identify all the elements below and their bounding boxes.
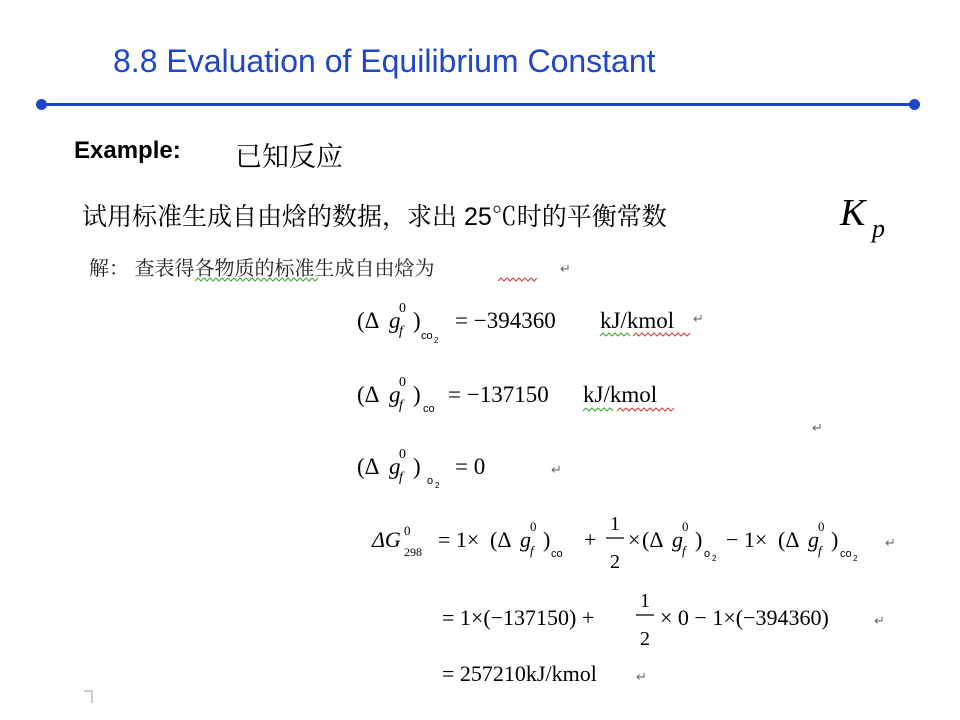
equation-co2 — [355, 295, 715, 350]
svg-text:(Δ: (Δ — [490, 527, 512, 552]
svg-text:g: g — [520, 527, 531, 552]
svg-text:o: o — [704, 548, 711, 560]
example-label: Example: — [74, 137, 181, 164]
equation-co — [355, 372, 695, 422]
svg-text:f: f — [399, 324, 403, 339]
svg-text:): ) — [413, 454, 421, 479]
equation-o2 — [355, 448, 575, 493]
svg-text:co: co — [421, 330, 433, 342]
svg-text:× 0 − 1×(−394360): × 0 − 1×(−394360) — [660, 605, 829, 630]
svg-text:= −394360: = −394360 — [455, 308, 556, 333]
svg-text:g: g — [808, 527, 819, 552]
svg-text:1: 1 — [640, 590, 650, 612]
svg-text:(Δ: (Δ — [778, 527, 800, 552]
task-text: 试用标准生成自由焓的数据，求出 25℃时的平衡常数 — [82, 203, 667, 231]
divider-right-dot — [909, 99, 920, 110]
spell-underline-green — [195, 277, 320, 282]
svg-text:↵: ↵ — [885, 535, 896, 550]
corner-mark — [84, 690, 94, 704]
svg-text:f: f — [399, 470, 403, 485]
svg-text:(Δ: (Δ — [642, 527, 664, 552]
svg-text:2: 2 — [712, 554, 717, 563]
svg-text:298: 298 — [404, 545, 422, 559]
svg-text:co: co — [551, 548, 563, 560]
svg-text:): ) — [413, 308, 421, 333]
svg-text:g: g — [389, 308, 401, 333]
svg-text:+: + — [584, 527, 597, 552]
svg-text:kJ/kmol: kJ/kmol — [583, 382, 658, 407]
equation-numeric — [440, 585, 890, 655]
svg-text:g: g — [672, 527, 683, 552]
svg-text:o: o — [427, 475, 434, 487]
svg-text:g: g — [389, 454, 401, 479]
svg-text:ΔG: ΔG — [372, 527, 401, 552]
svg-text:f: f — [818, 543, 822, 558]
svg-text:1: 1 — [610, 513, 620, 535]
svg-text:0: 0 — [399, 301, 406, 316]
svg-text:): ) — [543, 527, 551, 552]
svg-text:− 1×: − 1× — [726, 527, 768, 552]
svg-text:f: f — [530, 543, 534, 558]
svg-text:= 0: = 0 — [455, 454, 486, 479]
svg-text:0: 0 — [399, 448, 406, 462]
svg-text:f: f — [682, 543, 686, 558]
svg-text:): ) — [695, 527, 703, 552]
equation-delta-g — [370, 505, 905, 577]
svg-text:↵: ↵ — [560, 261, 571, 276]
slide-title: 8.8 Evaluation of Equilibrium Constant — [113, 43, 656, 79]
solution-text: 解： 查表得各物质的标准生成自由焓为 — [89, 258, 435, 280]
kp-main: K — [840, 193, 866, 234]
svg-text:(Δ: (Δ — [357, 382, 380, 407]
title-divider — [36, 99, 920, 110]
svg-text:0: 0 — [682, 519, 689, 534]
svg-text:): ) — [831, 527, 839, 552]
svg-text:2: 2 — [853, 554, 858, 563]
spell-underline-red — [498, 277, 538, 282]
svg-text:↵: ↵ — [812, 420, 823, 435]
svg-text:↵: ↵ — [551, 462, 562, 477]
svg-text:= −137150: = −137150 — [448, 382, 549, 407]
svg-text:= 1×(−137150) +: = 1×(−137150) + — [442, 605, 595, 630]
svg-text:↵: ↵ — [636, 669, 647, 684]
svg-text:): ) — [413, 382, 421, 407]
svg-text:0: 0 — [818, 519, 825, 534]
kp-sub: p — [872, 214, 885, 243]
svg-text:0: 0 — [530, 519, 537, 534]
svg-text:(Δ: (Δ — [357, 308, 380, 333]
kp-symbol — [838, 193, 898, 243]
svg-text:g: g — [389, 382, 401, 407]
equation-result — [440, 655, 660, 691]
svg-text:co: co — [423, 403, 435, 415]
svg-text:0: 0 — [399, 375, 406, 390]
svg-text:2: 2 — [640, 628, 650, 650]
svg-text:2: 2 — [435, 481, 440, 490]
svg-text:(Δ: (Δ — [357, 454, 380, 479]
svg-text:↵: ↵ — [693, 311, 704, 326]
return-mark-0 — [558, 258, 574, 278]
svg-text:= 1×: = 1× — [438, 527, 480, 552]
svg-text:↵: ↵ — [874, 613, 885, 628]
return-mark-1 — [810, 418, 826, 436]
divider-left-dot — [36, 99, 47, 110]
svg-text:= 257210kJ/kmol: = 257210kJ/kmol — [442, 661, 597, 686]
svg-text:f: f — [399, 398, 403, 413]
svg-text:×: × — [628, 527, 641, 552]
svg-text:co: co — [840, 548, 852, 560]
svg-text:2: 2 — [610, 551, 620, 573]
svg-text:kJ/kmol: kJ/kmol — [600, 308, 675, 333]
svg-text:2: 2 — [434, 336, 439, 345]
svg-text:0: 0 — [404, 523, 411, 538]
example-text: 已知反应 — [235, 142, 343, 172]
